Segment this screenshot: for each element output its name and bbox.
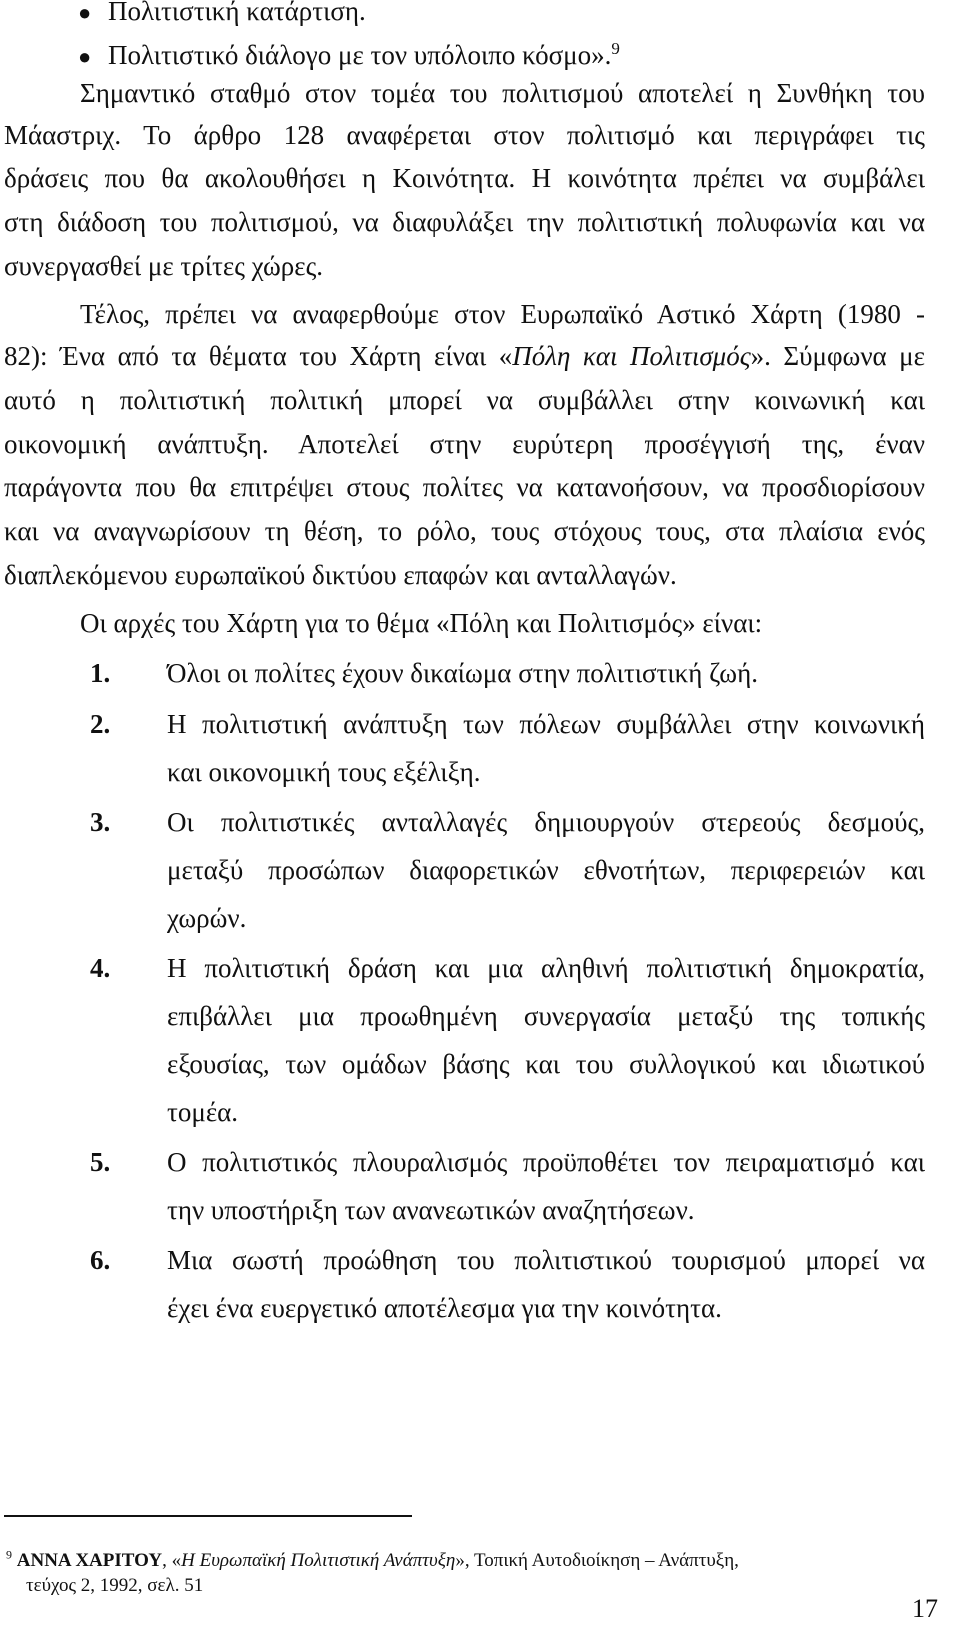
bullet-item: Πολιτιστική κατάρτιση. — [108, 0, 366, 26]
list-number: 3. — [90, 807, 111, 837]
footnote-reference: 9 — [611, 39, 620, 58]
list-item-line: επιβάλλει μια προωθημένη συνεργασία μεταξύ της τοπικής — [167, 1001, 925, 1031]
paragraph-line: διαπλεκόμενου ευρωπαϊκού δικτύου επαφών και ανταλλαγών. — [4, 560, 677, 590]
list-number: 2. — [90, 709, 111, 739]
italic-title: Πόλη και Πολιτισμός — [512, 341, 751, 371]
list-item-line: Η πολιτιστική ανάπτυξη των πόλεων συμβάλλει στην κοινωνική — [167, 709, 925, 739]
page-number: 17 — [912, 1594, 938, 1623]
paragraph-line: Σημαντικό σταθμό στον τομέα του πολιτισμού αποτελεί η Συνθήκη του — [80, 78, 925, 108]
paragraph-line: οικονομική ανάπτυξη. Αποτελεί στην ευρύτερη προσέγγισή της, έναν — [4, 429, 925, 459]
paragraph-line: δράσεις που θα ακολουθήσει η Κοινότητα. Η κοινότητα πρέπει να συμβάλει — [4, 163, 925, 193]
paragraph-line: παράγοντα που θα επιτρέψει στους πολίτες να κατανοήσουν, να προσδιορίσουν — [4, 472, 925, 502]
paragraph-line: Μάαστριχ. Το άρθρο 128 αναφέρεται στον πολιτισμό και περιγράφει τις — [4, 120, 925, 150]
bullet-icon: ● — [78, 44, 92, 69]
list-item-line: Οι πολιτιστικές ανταλλαγές δημιουργούν στερεούς δεσμούς, — [167, 807, 925, 837]
paragraph-line: αυτό η πολιτιστική πολιτική μπορεί να συμβάλλει στην κοινωνική και — [4, 385, 925, 415]
bullet-item: Πολιτιστικό διάλογο με τον υπόλοιπο κόσμο».$^9$ — [108, 39, 620, 70]
footnote-title: Η Ευρωπαϊκή Πολιτιστική Ανάπτυξη — [181, 1550, 456, 1571]
bullet-icon: ● — [78, 0, 92, 25]
list-item-line: μεταξύ προσώπων διαφορετικών εθνοτήτων, περιφερειών και — [167, 855, 925, 885]
list-item-line: Όλοι οι πολίτες έχουν δικαίωμα στην πολιτιστική ζωή. — [167, 658, 758, 688]
list-item-line: Ο πολιτιστικός πλουραλισμός προϋποθέτει τον πειραματισμό και — [167, 1147, 925, 1177]
list-number: 5. — [90, 1147, 111, 1177]
paragraph-line: συνεργασθεί με τρίτες χώρες. — [4, 251, 324, 281]
list-item-line: και οικονομική τους εξέλιξη. — [167, 757, 481, 787]
list-item-line: τομέα. — [167, 1097, 239, 1127]
list-item-line: έχει ένα ευεργετικό αποτέλεσμα για την κοινότητα. — [167, 1293, 722, 1323]
paragraph-line: Τέλος, πρέπει να αναφερθούμε στον Ευρωπαϊκό Αστικό Χάρτη (1980 - — [80, 299, 925, 329]
paragraph-line: 82): Ένα από τα θέματα του Χάρτη είναι «Πόλη και Πολιτισμός». Σύμφωνα με — [4, 341, 925, 371]
footnote-divider — [4, 1515, 412, 1517]
footnote-line: τεύχος 2, 1992, σελ. 51 — [26, 1575, 204, 1596]
principles-intro: Οι αρχές του Χάρτη για το θέμα «Πόλη και Πολιτισμός» είναι: — [80, 608, 763, 638]
list-item-line: Η πολιτιστική δράση και μια αληθινή πολιτιστική δημοκρατία, — [167, 953, 925, 983]
paragraph-line: και να αναγνωρίσουν τη θέση, το ρόλο, τους στόχους τους, στα πλαίσια ενός — [4, 516, 925, 546]
list-item-line: Μια σωστή προώθηση του πολιτιστικού τουρισμού μπορεί να — [167, 1245, 925, 1275]
list-number: 6. — [90, 1245, 111, 1275]
list-item-line: εξουσίας, των ομάδων βάσης και του συλλογικού και ιδιωτικού — [167, 1049, 925, 1079]
list-number: 4. — [90, 953, 111, 983]
list-number: 1. — [90, 658, 111, 688]
list-item-line: χωρών. — [167, 903, 247, 933]
footnote: $^9$ ΑΝΝΑ ΧΑΡΙΤΟΥ, «Η Ευρωπαϊκή Πολιτιστική Ανάπτυξη», Τοπική Αυτοδιοίκηση – Ανάπτυξη, — [6, 1547, 739, 1571]
list-item-line: την υποστήριξη των ανανεωτικών αναζητήσεων. — [167, 1195, 695, 1225]
footnote-author: ΑΝΝΑ ΧΑΡΙΤΟΥ — [16, 1550, 163, 1571]
paragraph-line: στη διάδοση του πολιτισμού, να διαφυλάξει την πολιτιστική πολυφωνία και να — [4, 207, 925, 237]
